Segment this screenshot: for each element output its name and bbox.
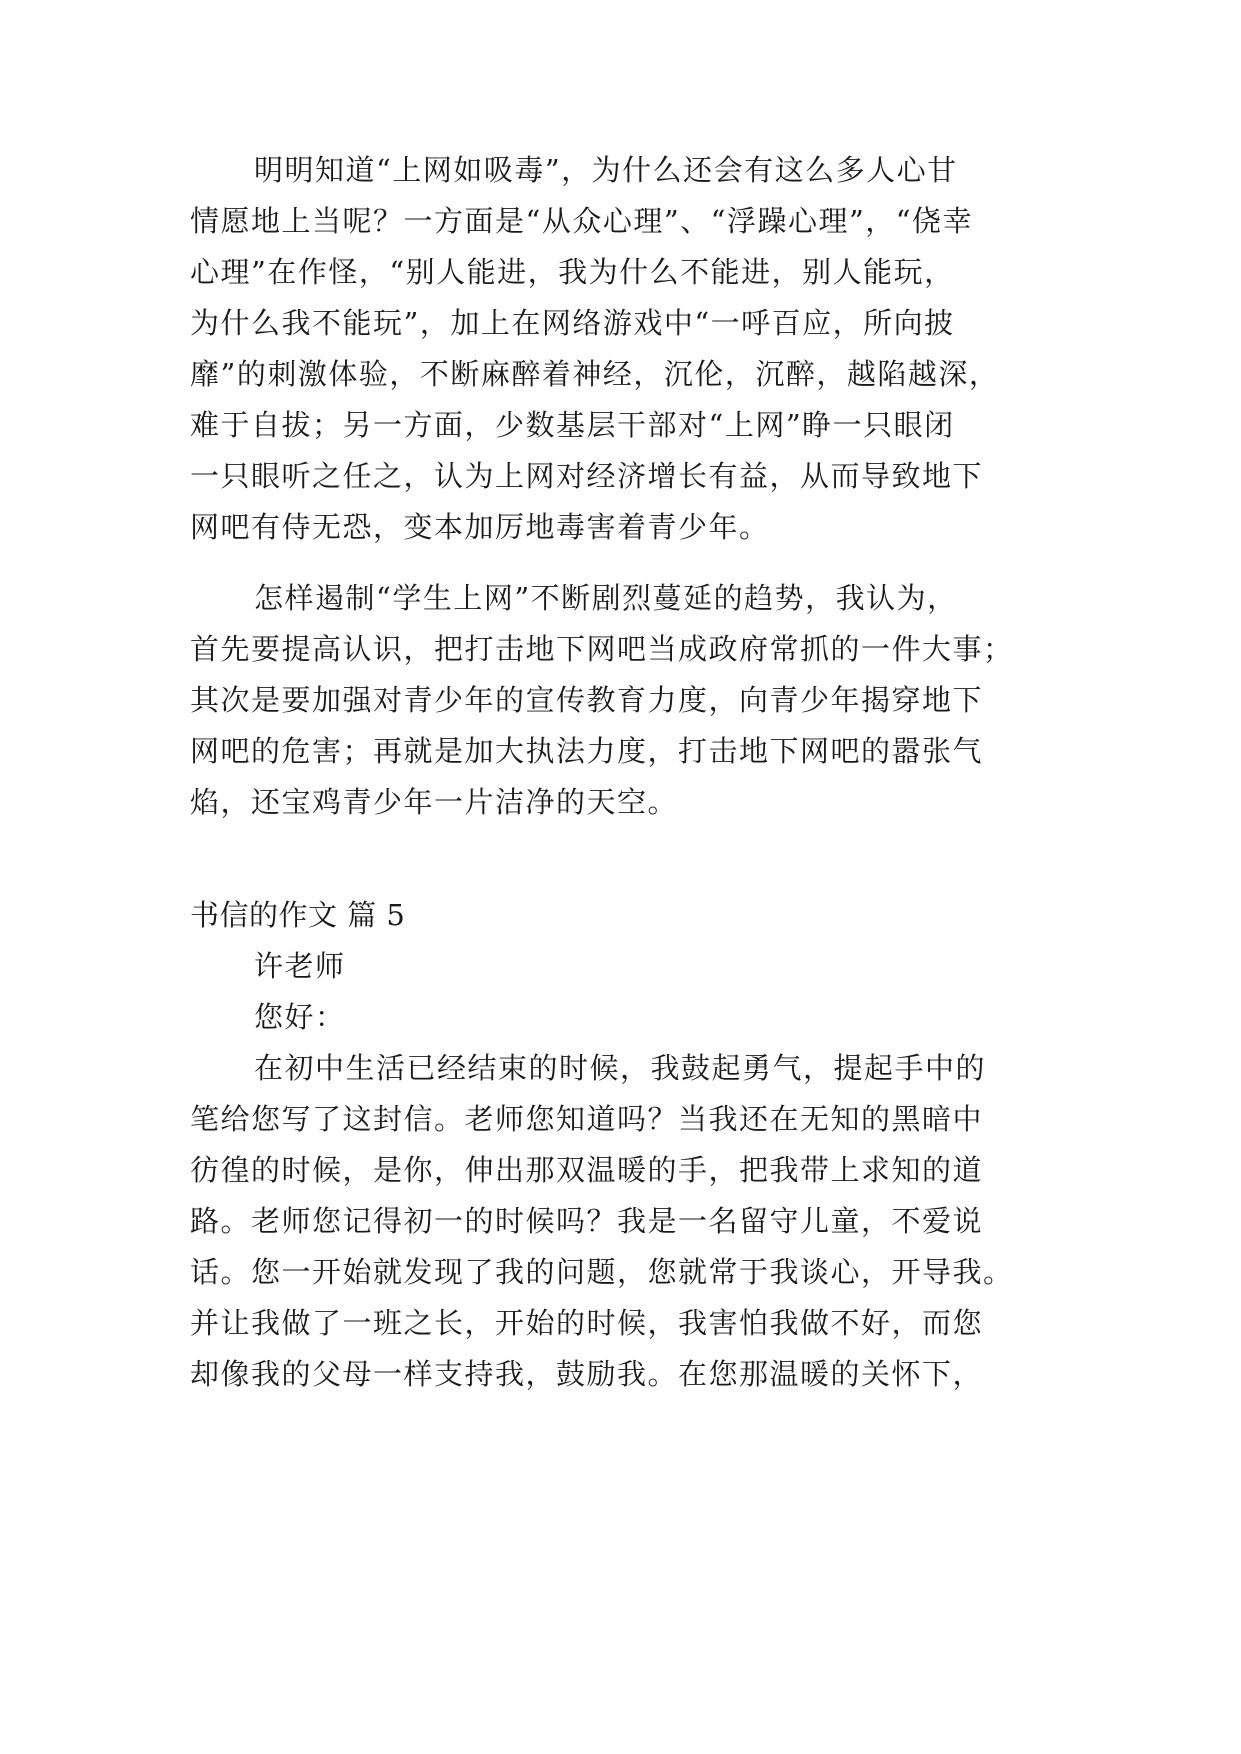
paragraph-line: 首先要提高认识，把打击地下网吧当成政府常抓的一件大事；: [190, 632, 1014, 666]
paragraph-line: 网吧的危害；再就是加大执法力度，打击地下网吧的嚣张气: [190, 734, 984, 768]
letter-body-line: 笔给您写了这封信。老师您知道吗？当我还在无知的黑暗中: [190, 1102, 984, 1136]
letter-body-line: 话。您一开始就发现了我的问题，您就常于我谈心，开导我。: [190, 1255, 1014, 1289]
paragraph-line: 为什么我不能玩”，加上在网络游戏中“一呼百应，所向披: [190, 306, 955, 340]
letter-body-line: 在初中生活已经结束的时候，我鼓起勇气，提起手中的: [254, 1051, 987, 1085]
paragraph-line: 明明知道“上网如吸毒”，为什么还会有这么多人心甘: [254, 153, 958, 187]
letter-salutation: 许老师: [254, 949, 346, 983]
paragraph-line: 情愿地上当呢？一方面是“从众心理”、“浮躁心理”，“侥幸: [190, 204, 974, 238]
section-heading: 书信的作文 篇 5: [190, 898, 406, 932]
letter-body-line: 并让我做了一班之长，开始的时候，我害怕我做不好，而您: [190, 1306, 984, 1340]
paragraph-line: 靡”的刺激体验，不断麻醉着神经，沉伦，沉醉，越陷越深，: [190, 357, 1000, 391]
paragraph-line: 网吧有侍无恐，变本加厉地毒害着青少年。: [190, 510, 770, 544]
letter-greeting: 您好：: [254, 1000, 346, 1034]
paragraph-line: 其次是要加强对青少年的宣传教育力度，向青少年揭穿地下: [190, 683, 984, 717]
letter-body-line: 路。老师您记得初一的时候吗？我是一名留守儿童，不爱说: [190, 1204, 984, 1238]
letter-body-line: 彷徨的时候，是你，伸出那双温暖的手，把我带上求知的道: [190, 1153, 984, 1187]
paragraph-line: 一只眼听之任之，认为上网对经济增长有益，从而导致地下: [190, 459, 984, 493]
letter-body-line: 却像我的父母一样支持我，鼓励我。在您那温暖的关怀下，: [190, 1357, 984, 1391]
paragraph-line: 怎样遏制“学生上网”不断剧烈蔓延的趋势，我认为，: [254, 581, 958, 615]
paragraph-line: 焰，还宝鸡青少年一片洁净的天空。: [190, 785, 679, 819]
paragraph-line: 难于自拔；另一方面，少数基层干部对“上网”睁一只眼闭: [190, 408, 955, 442]
paragraph-line: 心理”在作怪，“别人能进，我为什么不能进，别人能玩，: [190, 255, 955, 289]
